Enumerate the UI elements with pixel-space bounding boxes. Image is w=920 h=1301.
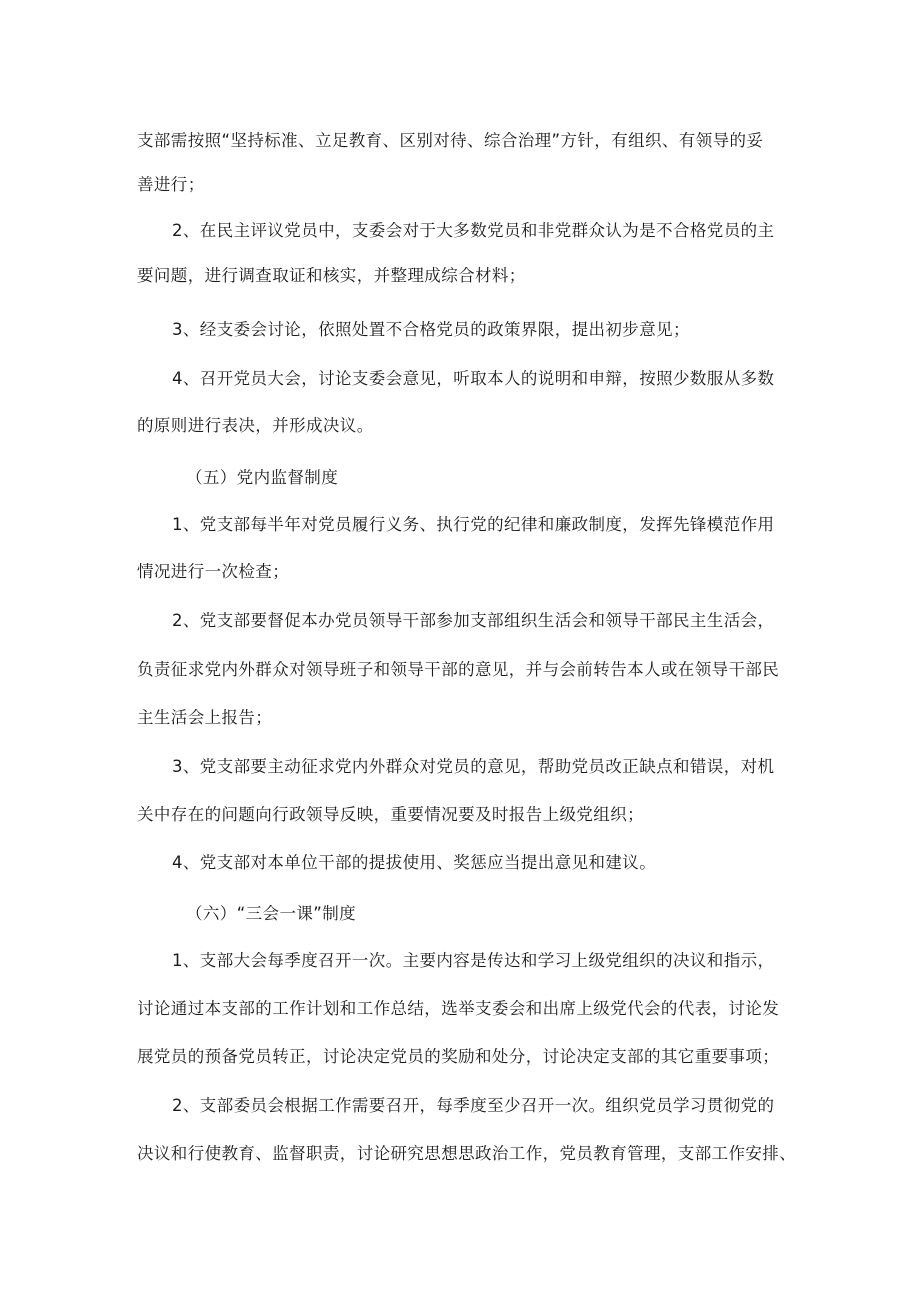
paragraph-line: 主生活会上报告； (137, 708, 273, 727)
paragraph-line: 善进行； (137, 175, 205, 194)
paragraph-line: 2、党支部要督促本办党员领导干部参加支部组织生活会和领导干部民主生活会， (172, 611, 775, 630)
paragraph-line: 负责征求党内外群众对领导班子和领导干部的意见，并与会前转告本人或在领导干部民 (137, 660, 780, 679)
paragraph-line: 展党员的预备党员转正，讨论决定党员的奖励和处分，讨论决定支部的其它重要事项； (137, 1047, 780, 1066)
paragraph-line: 情况进行一次检查； (137, 562, 290, 581)
section-heading: （六）“三会一课”制度 (186, 904, 356, 923)
paragraph-line: 2、在民主评议党员中，支委会对于大多数党员和非党群众认为是不合格党员的主 (172, 221, 775, 240)
paragraph-line: 3、经支委会讨论，依照处置不合格党员的政策界限，提出初步意见； (172, 320, 690, 339)
paragraph-line: 要问题，进行调查取证和核实，并整理成综合材料； (137, 266, 526, 285)
paragraph-line: 3、党支部要主动征求党内外群众对党员的意见，帮助党员改正缺点和错误，对机 (172, 757, 775, 776)
paragraph-line: 4、召开党员大会，讨论支委会意见，听取本人的说明和申辩，按照少数服从多数 (172, 369, 775, 388)
paragraph-line: 1、党支部每半年对党员履行义务、执行党的纪律和廉政制度，发挥先锋模范作用 (172, 515, 775, 534)
paragraph-line: 4、党支部对本单位干部的提拔使用、奖惩应当提出意见和建议。 (172, 853, 657, 872)
paragraph-line: 的原则进行表决，并形成决议。 (137, 416, 374, 435)
section-heading: （五）党内监督制度 (186, 468, 339, 487)
paragraph-line: 决议和行使教育、监督职责，讨论研究思想思政治工作，党员教育管理，支部工作安排、 (137, 1144, 797, 1163)
paragraph-line: 支部需按照“坚持标准、立足教育、区别对待、综合治理”方针，有组织、有领导的妥 (137, 131, 764, 150)
paragraph-line: 1、支部大会每季度召开一次。主要内容是传达和学习上级党组织的决议和指示， (172, 951, 775, 970)
paragraph-line: 关中存在的问题向行政领导反映，重要情况要及时报告上级党组织； (137, 805, 644, 824)
paragraph-line: 2、支部委员会根据工作需要召开，每季度至少召开一次。组织党员学习贯彻党的 (172, 1096, 775, 1115)
paragraph-line: 讨论通过本支部的工作计划和工作总结，选举支委会和出席上级党代会的代表，讨论发 (137, 999, 780, 1018)
